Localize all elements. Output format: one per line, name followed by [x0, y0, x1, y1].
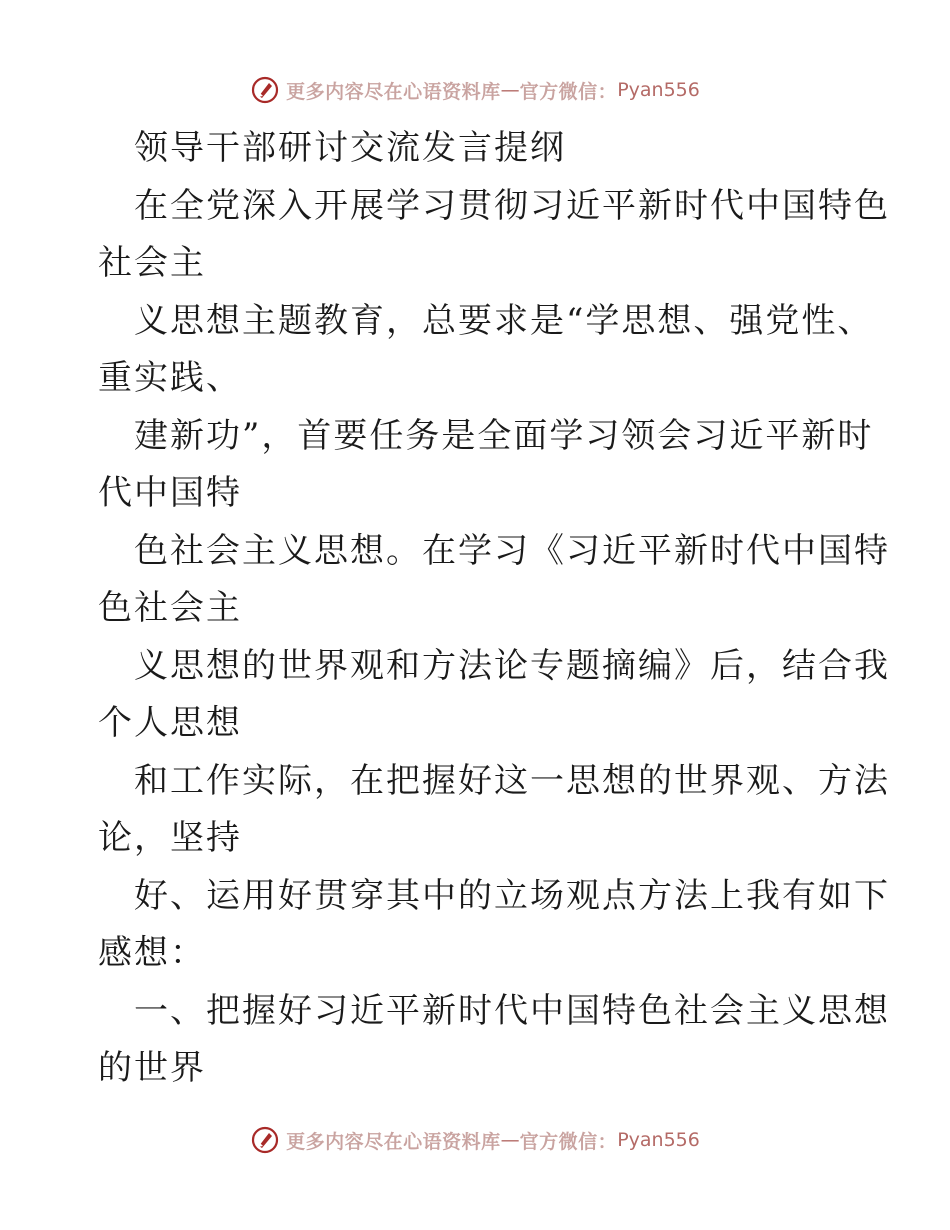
document-line: 建新功”，首要任务是全面学习领会习近平新时 [134, 415, 874, 456]
document-line: 社会主 [98, 243, 206, 283]
document-line: 在全党深入开展学习贯彻习近平新时代中国特色 [134, 185, 890, 226]
document-line: 色社会主义思想。在学习《习近平新时代中国特 [134, 530, 890, 571]
document-line: 色社会主 [98, 588, 242, 628]
watermark-banner-top [0, 70, 950, 110]
watermark-dash: — [500, 79, 520, 101]
document-line: 和工作实际，在把握好这一思想的世界观、方法 [134, 760, 890, 801]
watermark-wechat-id: Pyan556 [617, 1129, 700, 1151]
pen-nib-circle-icon [250, 75, 280, 105]
watermark-main-text: 更多内容尽在心语资料库 [286, 80, 501, 103]
watermark-wechat-label: 官方微信： [519, 1130, 618, 1153]
document-line: 义思想主题教育，总要求是“学思想、强党性、 [134, 300, 874, 341]
document-line: 重实践、 [98, 358, 242, 398]
document-line: 好、运用好贯穿其中的立场观点方法上我有如下 [134, 875, 890, 916]
watermark-wechat-id: Pyan556 [617, 79, 700, 101]
document-line: 论，坚持 [98, 818, 242, 858]
document-line: 义思想的世界观和方法论专题摘编》后，结合我 [134, 645, 890, 686]
watermark-dash: — [500, 1129, 520, 1151]
document-line: 代中国特 [98, 473, 242, 513]
watermark-banner-bottom [0, 1120, 950, 1160]
document-line: 的世界 [98, 1048, 206, 1088]
document-line: 个人思想 [98, 703, 242, 743]
document-line: 一、把握好习近平新时代中国特色社会主义思想 [134, 990, 890, 1031]
pen-nib-circle-icon [250, 1125, 280, 1155]
document-body [98, 120, 890, 1098]
watermark-wechat-label: 官方微信： [519, 80, 618, 103]
document-line: 感想： [98, 933, 206, 973]
watermark-main-text: 更多内容尽在心语资料库 [286, 1130, 501, 1153]
document-line: 领导干部研讨交流发言提纲 [134, 128, 566, 168]
